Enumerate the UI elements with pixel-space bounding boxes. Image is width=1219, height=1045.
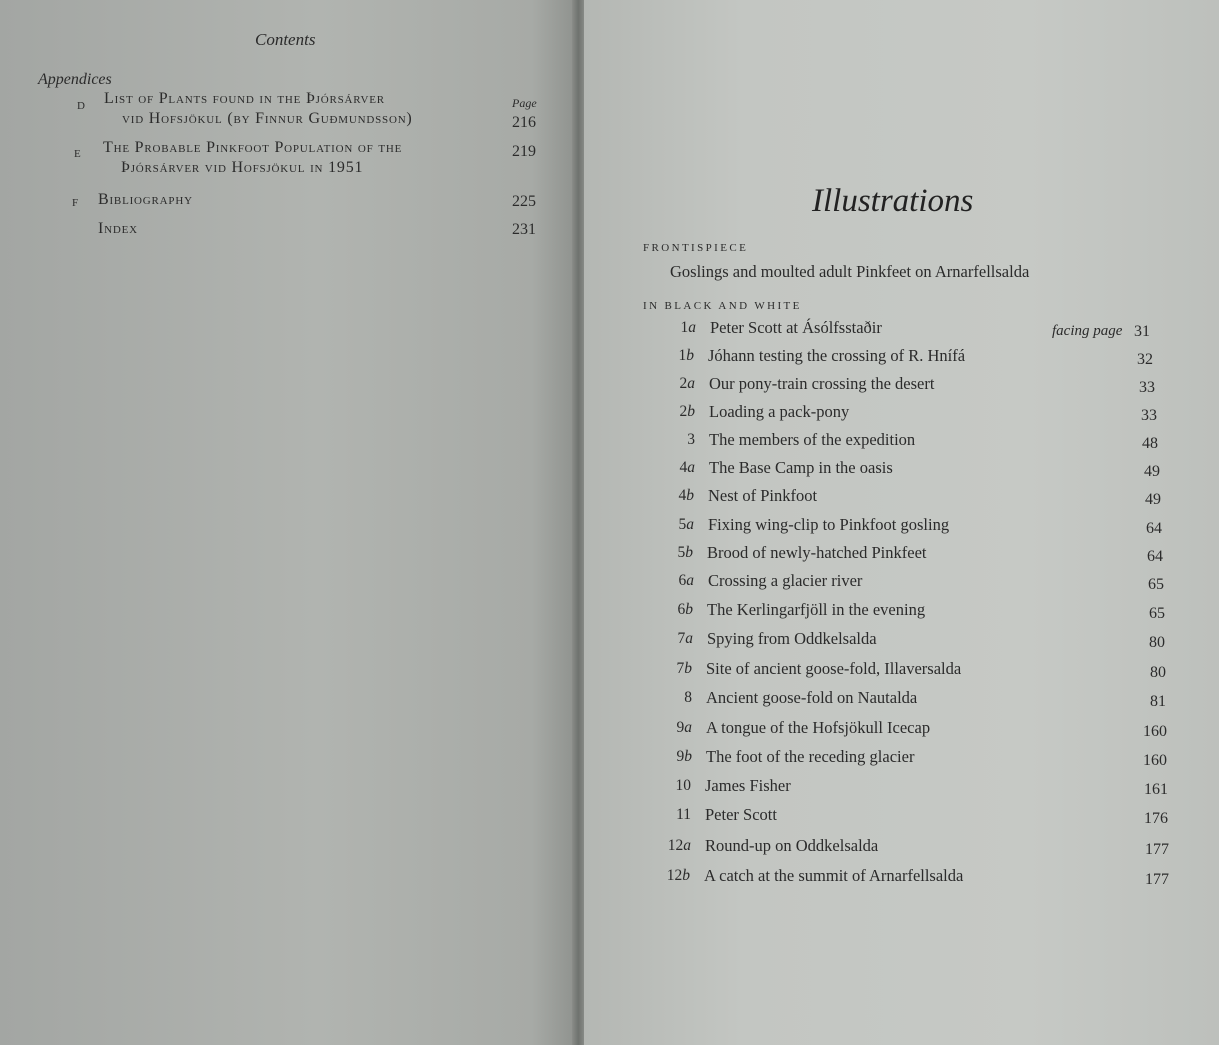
facing-page-label: facing page (1052, 323, 1123, 339)
plate-number (651, 837, 691, 855)
plate-number-digits: 8 (684, 689, 692, 706)
illustration-caption: Our pony-train crossing the desert (709, 374, 935, 393)
plate-number (654, 572, 694, 590)
facing-page-number: 48 (1142, 435, 1158, 452)
illustration-caption: James Fisher (705, 776, 791, 795)
plate-number-digits: 7 (676, 660, 685, 677)
illustration-caption: Jóhann testing the crossing of R. Hnífá (708, 346, 966, 365)
plate-number-suffix: a (686, 516, 694, 533)
plate-number-digits: 1 (678, 347, 687, 364)
plate-number (654, 487, 694, 505)
illustration-caption: A catch at the summit of Arnarfellsalda (704, 866, 964, 885)
facing-page-number: 80 (1149, 634, 1165, 651)
facing-page-number: 64 (1147, 548, 1163, 565)
plate-number-digits: 7 (677, 630, 686, 647)
facing-page-number: 49 (1145, 491, 1161, 508)
facing-page-number: 49 (1144, 463, 1160, 480)
plate-number (653, 630, 693, 648)
facing-page-number: 177 (1145, 841, 1169, 858)
illustration-caption: The foot of the receding glacier (706, 747, 915, 766)
contents-heading: Contents (255, 30, 316, 49)
page-column-label: Page (512, 96, 537, 110)
illustration-caption: Ancient goose-fold on Nautalda (706, 688, 918, 707)
frontispiece-label: FRONTISPIECE (643, 242, 749, 254)
plate-number-digits: 6 (678, 572, 687, 589)
illustration-caption: The Base Camp in the oasis (709, 458, 893, 477)
appendix-page-number: 219 (512, 143, 536, 160)
plate-number-digits: 5 (677, 544, 686, 561)
plate-number-suffix: a (687, 375, 695, 392)
appendix-title-line: Index (98, 220, 138, 237)
facing-page-number: 64 (1146, 520, 1162, 537)
plate-number-suffix: a (686, 572, 694, 589)
appendix-title-line: List of Plants found in the Þjórsárver (104, 90, 385, 107)
plate-number-digits: 4 (679, 459, 688, 476)
plate-number-suffix: a (685, 630, 693, 647)
facing-page-number: 176 (1144, 810, 1168, 827)
illustration-caption: The Kerlingarfjöll in the evening (707, 600, 926, 619)
plate-number-suffix: a (683, 837, 691, 854)
plate-number (652, 748, 692, 766)
plate-number-suffix: b (686, 347, 694, 364)
facing-page-number: 65 (1149, 605, 1165, 622)
plate-number-digits: 1 (680, 319, 689, 336)
illustration-caption: Nest of Pinkfoot (708, 486, 818, 505)
appendix-letter: D (77, 100, 86, 112)
facing-page-number: 31 (1134, 323, 1150, 340)
facing-page-number: 32 (1137, 351, 1153, 368)
appendix-page-number: 225 (512, 193, 536, 210)
appendix-page-number: 231 (512, 221, 536, 238)
plate-number (652, 660, 692, 678)
plate-number-suffix: b (686, 487, 694, 504)
plate-number-suffix: b (685, 601, 693, 618)
plate-number-digits: 2 (679, 403, 688, 420)
plate-number-suffix: a (688, 319, 696, 336)
facing-page-number: 161 (1144, 781, 1168, 798)
plate-number-digits: 12 (666, 867, 683, 884)
plate-number-digits: 12 (667, 837, 684, 854)
plate-number-digits: 10 (675, 777, 691, 794)
plate-number (652, 689, 692, 707)
facing-page-number: 80 (1150, 664, 1166, 681)
plate-number (651, 777, 691, 795)
illustration-caption: The members of the expedition (709, 430, 916, 449)
plate-number-digits: 11 (676, 806, 691, 823)
plate-number-suffix: a (687, 459, 695, 476)
plate-number (654, 516, 694, 534)
illustration-caption: A tongue of the Hofsjökull Icecap (706, 718, 931, 737)
facing-page-number: 65 (1148, 576, 1164, 593)
illustration-caption: Crossing a glacier river (708, 571, 863, 590)
plate-number (650, 867, 690, 885)
plate-number-suffix: b (687, 403, 695, 420)
illustration-caption: Peter Scott at Ásólfsstaðir (710, 318, 882, 337)
illustrations-heading: Illustrations (812, 183, 974, 219)
plate-number-suffix: a (684, 719, 692, 736)
facing-page-number: 33 (1141, 407, 1157, 424)
illustration-caption: Spying from Oddkelsalda (707, 629, 877, 648)
facing-page-number: 177 (1145, 871, 1169, 888)
appendices-label: Appendices (38, 71, 112, 88)
illustration-caption: Fixing wing-clip to Pinkfoot gosling (708, 515, 950, 534)
plate-number-digits: 9 (676, 748, 685, 765)
plate-number (653, 544, 693, 562)
section-label: IN BLACK AND WHITE (643, 300, 802, 312)
plate-number-suffix: b (684, 660, 692, 677)
plate-number-suffix: b (685, 544, 693, 561)
appendix-title-line: The Probable Pinkfoot Population of the (103, 139, 403, 156)
appendix-letter: E (74, 148, 82, 160)
facing-page-number: 33 (1139, 379, 1155, 396)
plate-number (655, 459, 695, 477)
plate-number-suffix: b (684, 748, 692, 765)
plate-number (656, 319, 696, 337)
plate-number-suffix: b (682, 867, 690, 884)
appendix-letter: F (72, 197, 80, 209)
illustration-caption: Peter Scott (705, 805, 777, 824)
plate-number (652, 719, 692, 737)
appendix-title-line: vid Hofsjökul (by Finnur Guðmundsson) (122, 110, 413, 127)
frontispiece-caption: Goslings and moulted adult Pinkfeet on Arnarfellsalda (670, 262, 1030, 281)
plate-number (655, 403, 695, 421)
appendix-title-line: Þjórsárver vid Hofsjökul in 1951 (121, 159, 364, 176)
plate-number-digits: 3 (687, 431, 695, 448)
plate-number-digits: 5 (678, 516, 687, 533)
facing-page-number: 160 (1143, 752, 1167, 769)
plate-number (655, 375, 695, 393)
illustration-caption: Loading a pack-pony (709, 402, 850, 421)
plate-number (653, 601, 693, 619)
illustration-caption: Round-up on Oddkelsalda (705, 836, 879, 855)
plate-number (651, 806, 691, 824)
illustration-caption: Brood of newly-hatched Pinkfeet (707, 543, 927, 562)
plate-number (655, 431, 695, 449)
appendix-page-number: 216 (512, 114, 536, 131)
plate-number-digits: 9 (676, 719, 685, 736)
facing-page-number: 160 (1143, 723, 1167, 740)
plate-number-digits: 2 (679, 375, 688, 392)
plate-number-digits: 6 (677, 601, 686, 618)
appendix-title-line: Bibliography (98, 191, 193, 208)
plate-number-digits: 4 (678, 487, 687, 504)
plate-number (654, 347, 694, 365)
illustration-caption: Site of ancient goose-fold, Illaversalda (706, 659, 962, 678)
facing-page-number: 81 (1150, 693, 1166, 710)
